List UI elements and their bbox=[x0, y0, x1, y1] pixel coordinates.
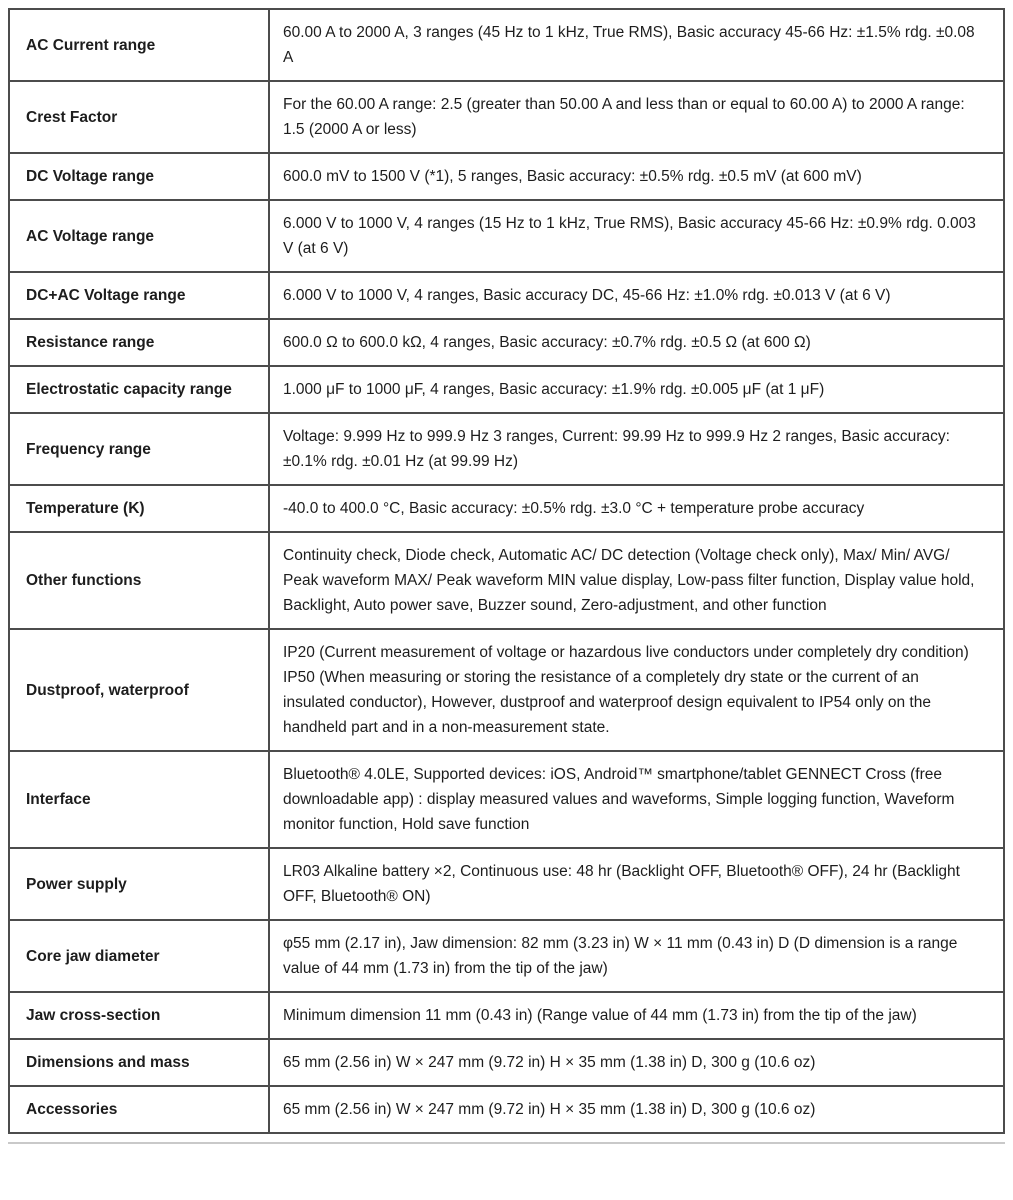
table-row bbox=[9, 920, 1004, 992]
spec-value: Voltage: 9.999 Hz to 999.9 Hz 3 ranges, Current: 99.99 Hz to 999.9 Hz 2 ranges, Basic accuracy: ±0.1% rdg. ±0.01 Hz (at 99.99 Hz) bbox=[269, 413, 1004, 485]
table-row bbox=[9, 992, 1004, 1039]
table-row bbox=[9, 848, 1004, 920]
spec-value: 6.000 V to 1000 V, 4 ranges (15 Hz to 1 kHz, True RMS), Basic accuracy 45-66 Hz: ±0.9% rdg. 0.003 V (at 6 V) bbox=[269, 200, 1004, 272]
spec-value: φ55 mm (2.17 in), Jaw dimension: 82 mm (3.23 in) W × 11 mm (0.43 in) D (D dimension is a range value of 44 mm (1.73 in) from the tip of the jaw) bbox=[269, 920, 1004, 992]
spec-value: 60.00 A to 2000 A, 3 ranges (45 Hz to 1 kHz, True RMS), Basic accuracy 45-66 Hz: ±1.5% rdg. ±0.08 A bbox=[269, 9, 1004, 81]
spec-value: 600.0 mV to 1500 V (*1), 5 ranges, Basic accuracy: ±0.5% rdg. ±0.5 mV (at 600 mV) bbox=[269, 153, 1004, 200]
spec-label: Electrostatic capacity range bbox=[9, 366, 269, 413]
table-row bbox=[9, 1086, 1004, 1133]
specifications-table bbox=[8, 8, 1005, 1134]
spec-value: Continuity check, Diode check, Automatic AC/ DC detection (Voltage check only), Max/ Min/ AVG/ Peak waveform MAX/ Peak waveform MIN value display, Low-pass filter function, Display value hold, Backlight, Auto power save, Buzzer sound, Zero-adjustment, and other function bbox=[269, 532, 1004, 629]
table-row bbox=[9, 485, 1004, 532]
spec-label: Accessories bbox=[9, 1086, 269, 1133]
table-row bbox=[9, 366, 1004, 413]
spec-value: Bluetooth® 4.0LE, Supported devices: iOS, Android™ smartphone/tablet GENNECT Cross (free downloadable app) : display measured values and waveforms, Simple logging function, Waveform monitor function, Hold save function bbox=[269, 751, 1004, 848]
table-row bbox=[9, 532, 1004, 629]
table-row bbox=[9, 81, 1004, 153]
spec-value: LR03 Alkaline battery ×2, Continuous use: 48 hr (Backlight OFF, Bluetooth® OFF), 24 hr (Backlight OFF, Bluetooth® ON) bbox=[269, 848, 1004, 920]
spec-value: IP20 (Current measurement of voltage or hazardous live conductors under completely dry condition) IP50 (When measuring or storing the resistance of a completely dry state or the current of an insulated conductor), However, dustproof and waterproof design equivalent to IP54 only on the handheld part and in a non-measurement state. bbox=[269, 629, 1004, 751]
spec-value: 65 mm (2.56 in) W × 247 mm (9.72 in) H × 35 mm (1.38 in) D, 300 g (10.6 oz) bbox=[269, 1039, 1004, 1086]
table-row bbox=[9, 153, 1004, 200]
table-row bbox=[9, 200, 1004, 272]
table-row bbox=[9, 9, 1004, 81]
spec-label: Core jaw diameter bbox=[9, 920, 269, 992]
table-row bbox=[9, 751, 1004, 848]
spec-label: Crest Factor bbox=[9, 81, 269, 153]
spec-value: -40.0 to 400.0 °C, Basic accuracy: ±0.5% rdg. ±3.0 °C + temperature probe accuracy bbox=[269, 485, 1004, 532]
spec-label: DC+AC Voltage range bbox=[9, 272, 269, 319]
spec-value: 600.0 Ω to 600.0 kΩ, 4 ranges, Basic accuracy: ±0.7% rdg. ±0.5 Ω (at 600 Ω) bbox=[269, 319, 1004, 366]
table-row bbox=[9, 319, 1004, 366]
spec-value: Minimum dimension 11 mm (0.43 in) (Range value of 44 mm (1.73 in) from the tip of the jaw) bbox=[269, 992, 1004, 1039]
spec-label: Jaw cross-section bbox=[9, 992, 269, 1039]
table-row bbox=[9, 1039, 1004, 1086]
spec-label: AC Current range bbox=[9, 9, 269, 81]
partial-next-row-rule bbox=[8, 1142, 1005, 1144]
spec-label: Interface bbox=[9, 751, 269, 848]
spec-label: DC Voltage range bbox=[9, 153, 269, 200]
spec-value: 65 mm (2.56 in) W × 247 mm (9.72 in) H × 35 mm (1.38 in) D, 300 g (10.6 oz) bbox=[269, 1086, 1004, 1133]
spec-label: Other functions bbox=[9, 532, 269, 629]
spec-label: AC Voltage range bbox=[9, 200, 269, 272]
table-row bbox=[9, 272, 1004, 319]
spec-value: For the 60.00 A range: 2.5 (greater than 50.00 A and less than or equal to 60.00 A) to 2000 A range: 1.5 (2000 A or less) bbox=[269, 81, 1004, 153]
spec-label: Power supply bbox=[9, 848, 269, 920]
spec-label: Dimensions and mass bbox=[9, 1039, 269, 1086]
spec-label: Resistance range bbox=[9, 319, 269, 366]
table-row bbox=[9, 629, 1004, 751]
spec-value: 1.000 μF to 1000 μF, 4 ranges, Basic accuracy: ±1.9% rdg. ±0.005 μF (at 1 μF) bbox=[269, 366, 1004, 413]
spec-value: 6.000 V to 1000 V, 4 ranges, Basic accuracy DC, 45-66 Hz: ±1.0% rdg. ±0.013 V (at 6 V) bbox=[269, 272, 1004, 319]
table-row bbox=[9, 413, 1004, 485]
spec-label: Temperature (K) bbox=[9, 485, 269, 532]
spec-label: Dustproof, waterproof bbox=[9, 629, 269, 751]
spec-label: Frequency range bbox=[9, 413, 269, 485]
